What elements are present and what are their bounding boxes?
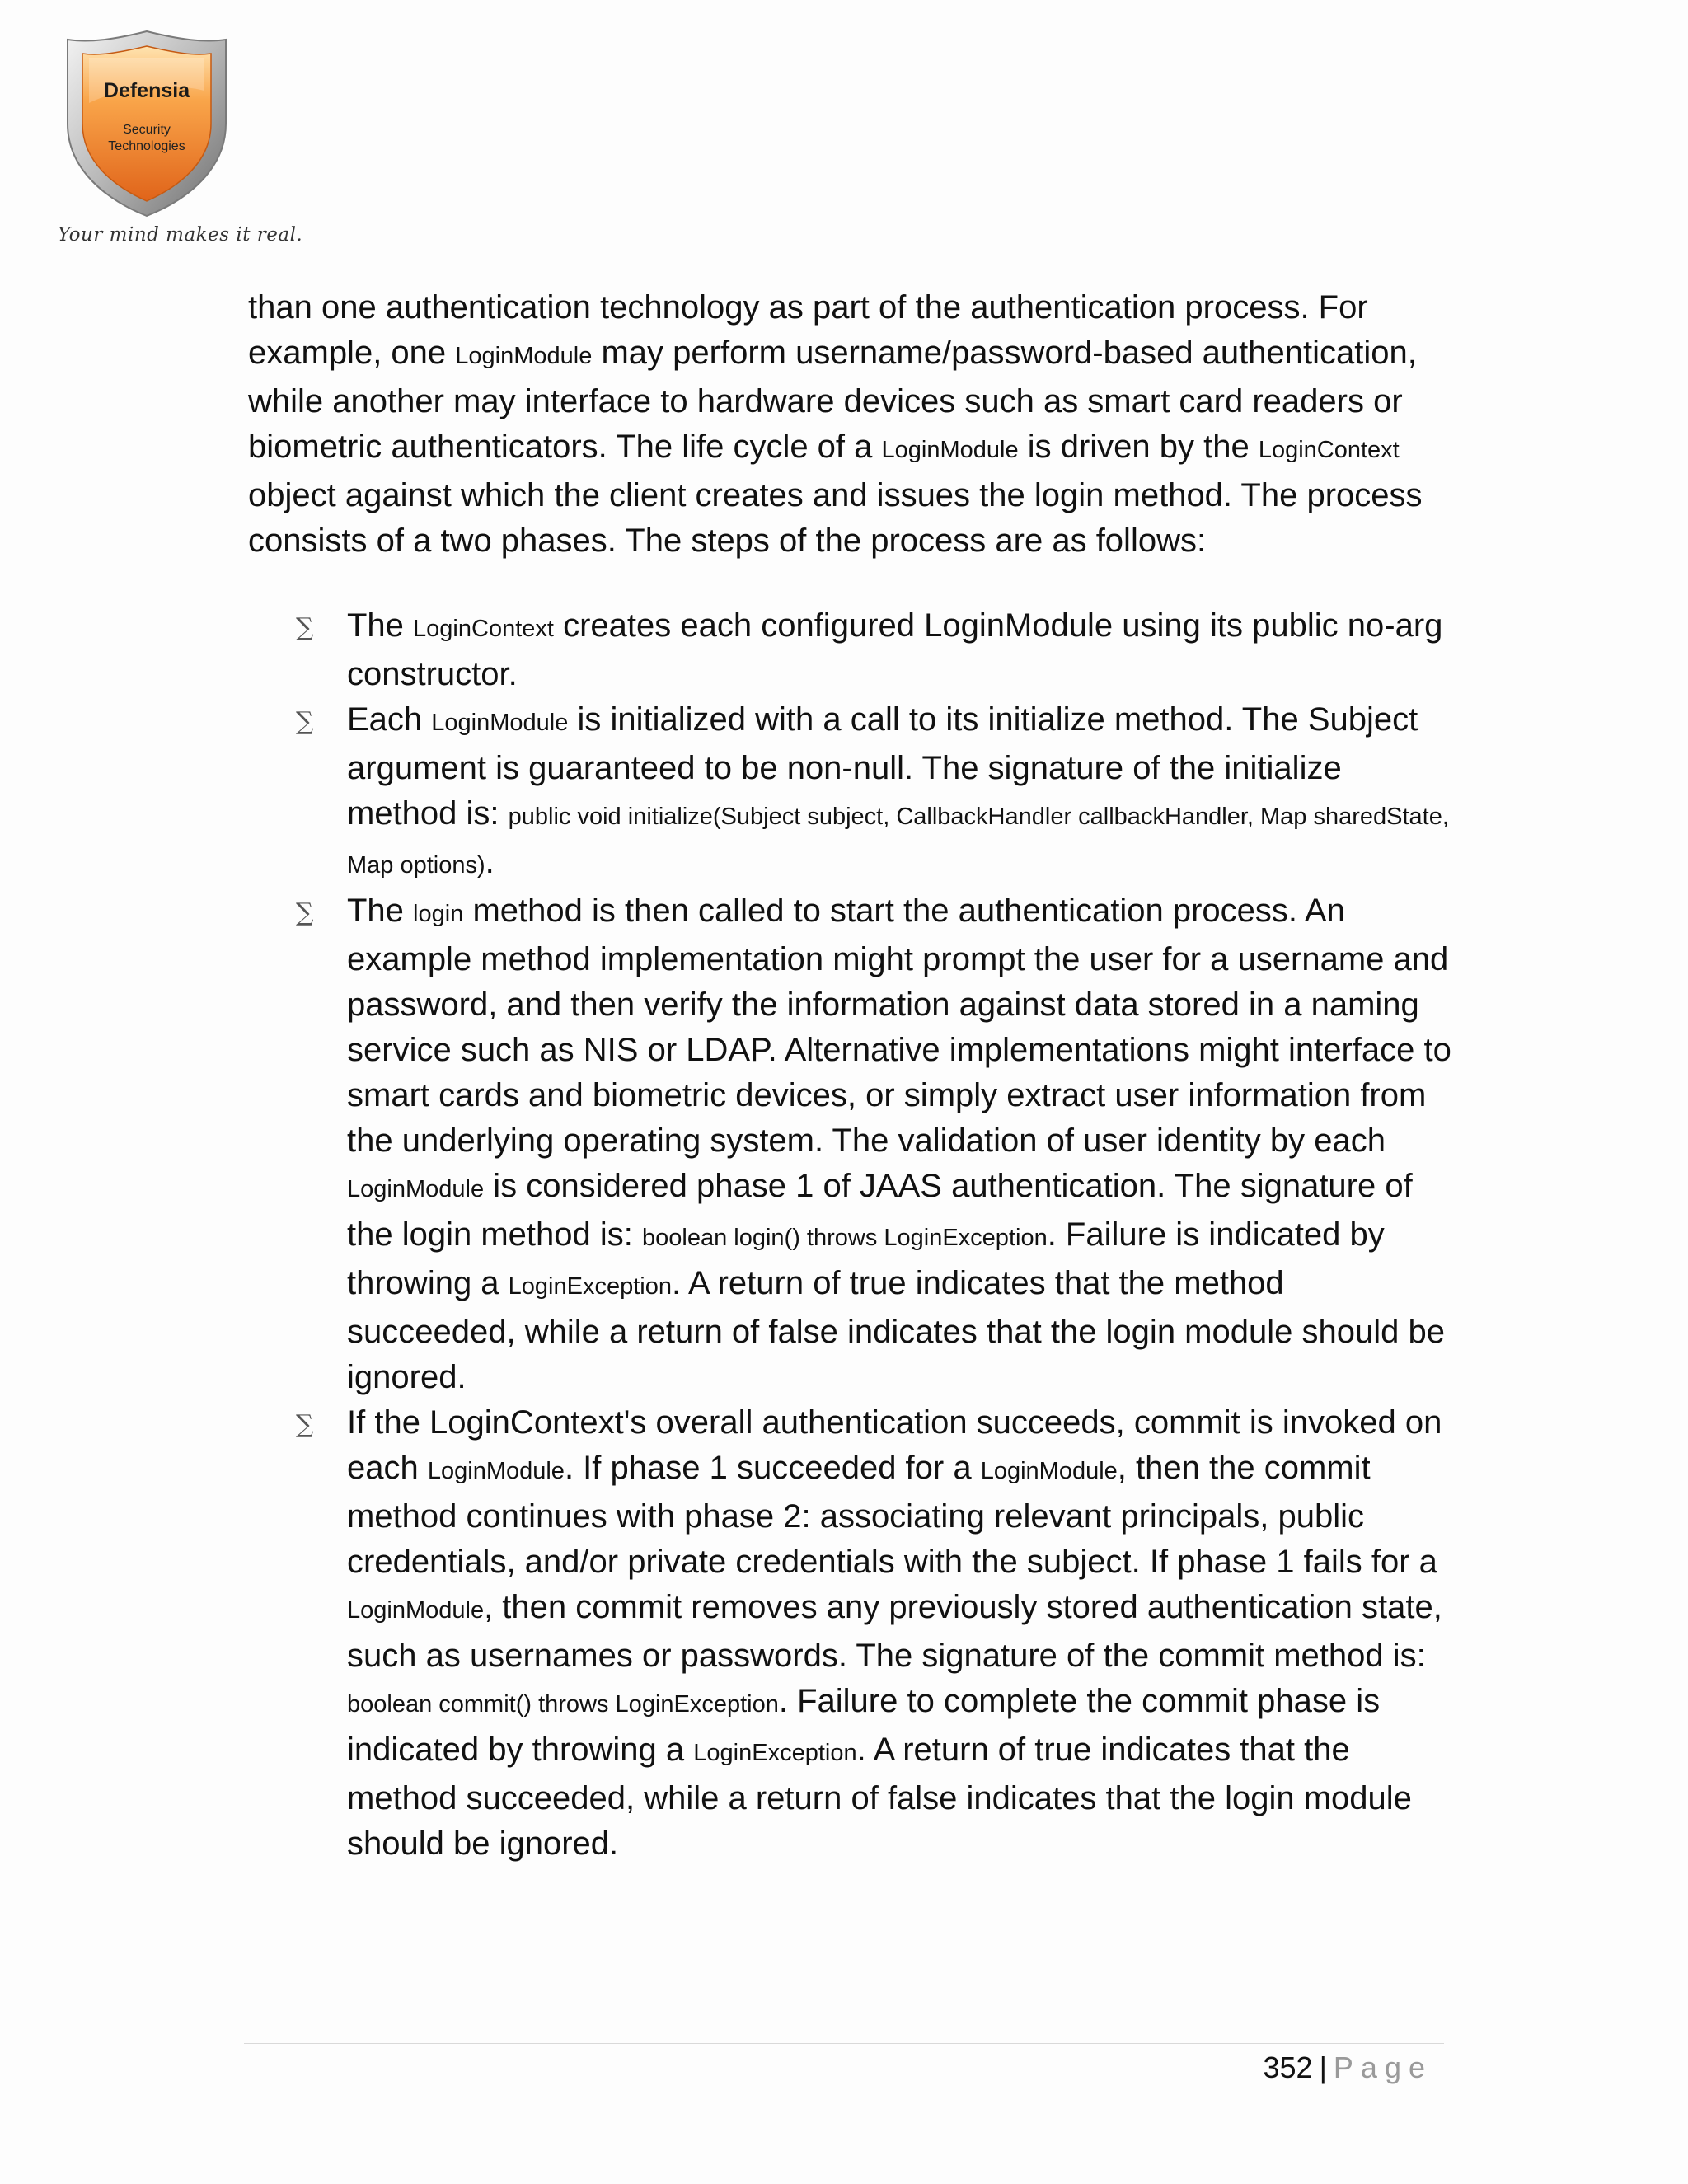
code-term: LoginException bbox=[693, 1740, 857, 1766]
step-text: , then commit removes any previously stored authentication state, such as usernames or passwords. The signature of the commit method is: bbox=[347, 1589, 1442, 1674]
steps-list bbox=[248, 603, 1451, 1867]
code-term: LoginContext bbox=[413, 616, 554, 642]
intro-text: may perform username/password-based authentication, while another may interface to hardware devices such as smart card readers or biometric authenticators. The life cycle of a bbox=[248, 335, 1417, 465]
intro-text: object against which the client creates and issues the login method. The process consists of a two phases. The steps of the process are as follows: bbox=[248, 477, 1423, 559]
page-footer bbox=[1263, 2047, 1432, 2088]
step-text: . If phase 1 succeeded for a bbox=[564, 1450, 981, 1486]
sigma-bullet-icon: ∑ bbox=[296, 1410, 314, 1439]
list-item bbox=[248, 697, 1451, 888]
code-term: LoginContext bbox=[1258, 437, 1400, 463]
code-term: LoginModule bbox=[347, 1597, 485, 1624]
page-number: 352 bbox=[1263, 2050, 1313, 2084]
step-text: is initialized with a call to its initialize method. The Subject argument is guaranteed to be non-null. The signature of the initialize method is: bbox=[347, 701, 1418, 832]
list-item bbox=[248, 888, 1451, 1400]
step-text: , then the commit method continues with phase 2: associating relevant principals, public credentials, and/or private credentials with the subject. If phase 1 fails for a bbox=[347, 1450, 1437, 1580]
step-text: . A return of true indicates that the method succeeded, while a return of false indicates that the login module should be ignored. bbox=[347, 1265, 1445, 1395]
step-text: . Failure to complete the commit phase is indicated by throwing a bbox=[347, 1683, 1381, 1768]
code-term: LoginException bbox=[508, 1273, 672, 1300]
sigma-bullet-icon: ∑ bbox=[296, 898, 314, 927]
logo bbox=[56, 25, 237, 255]
step-text: The bbox=[347, 607, 414, 644]
code-signature: boolean commit() throws LoginException bbox=[347, 1691, 779, 1718]
list-item bbox=[248, 1400, 1451, 1867]
footer-divider bbox=[244, 2043, 1444, 2044]
shield-logo-icon bbox=[56, 25, 237, 223]
code-term: LoginModule bbox=[980, 1458, 1118, 1484]
logo-subtitle-2: Technologies bbox=[108, 139, 185, 153]
code-term: login bbox=[413, 901, 464, 927]
footer-separator: | bbox=[1319, 2050, 1327, 2084]
sigma-bullet-icon: ∑ bbox=[296, 613, 314, 642]
intro-paragraph bbox=[248, 285, 1451, 564]
page-content bbox=[248, 285, 1451, 1867]
step-text: If the LoginContext's overall authentication succeeds, commit is invoked on each bbox=[347, 1404, 1442, 1486]
intro-text: is driven by the bbox=[1018, 429, 1259, 465]
page-label: Page bbox=[1333, 2050, 1432, 2084]
step-text: . Failure is indicated by throwing a bbox=[347, 1216, 1385, 1301]
code-signature: public void initialize(Subject subject, CallbackHandler callbackHandler, Map sharedState, Map options) bbox=[347, 804, 1449, 879]
code-term: LoginModule bbox=[431, 710, 569, 736]
sigma-bullet-icon: ∑ bbox=[296, 707, 314, 736]
code-term: LoginModule bbox=[455, 343, 593, 369]
step-text: is considered phase 1 of JAAS authentication. The signature of the login method is: bbox=[347, 1168, 1413, 1253]
list-item bbox=[248, 603, 1451, 697]
step-text: . bbox=[485, 844, 495, 880]
code-signature: boolean login() throws LoginException bbox=[642, 1225, 1048, 1251]
code-term: LoginModule bbox=[347, 1176, 485, 1202]
code-term: LoginModule bbox=[881, 437, 1019, 463]
step-text: The bbox=[347, 893, 414, 929]
step-text: method is then called to start the authentication process. An example method implementation might prompt the user for a username and password, and then verify the information against data stored in a naming service such as NIS or LDAP. Alternative implementations might interface to smart cards and biometric devices, or simply extract user information from the underlying operating system. The validation of user identity by each bbox=[347, 893, 1451, 1159]
logo-tagline: Your mind makes it real. bbox=[58, 224, 303, 246]
step-text: creates each configured LoginModule using its public no-arg constructor. bbox=[347, 607, 1443, 692]
code-term: LoginModule bbox=[427, 1458, 565, 1484]
logo-subtitle-1: Security bbox=[123, 123, 171, 137]
intro-text: than one authentication technology as part of the authentication process. For example, one bbox=[248, 289, 1368, 371]
step-text: . A return of true indicates that the method succeeded, while a return of false indicates that the login module should be ignored. bbox=[347, 1732, 1412, 1862]
step-text: Each bbox=[347, 701, 432, 738]
logo-title: Defensia bbox=[103, 79, 190, 102]
